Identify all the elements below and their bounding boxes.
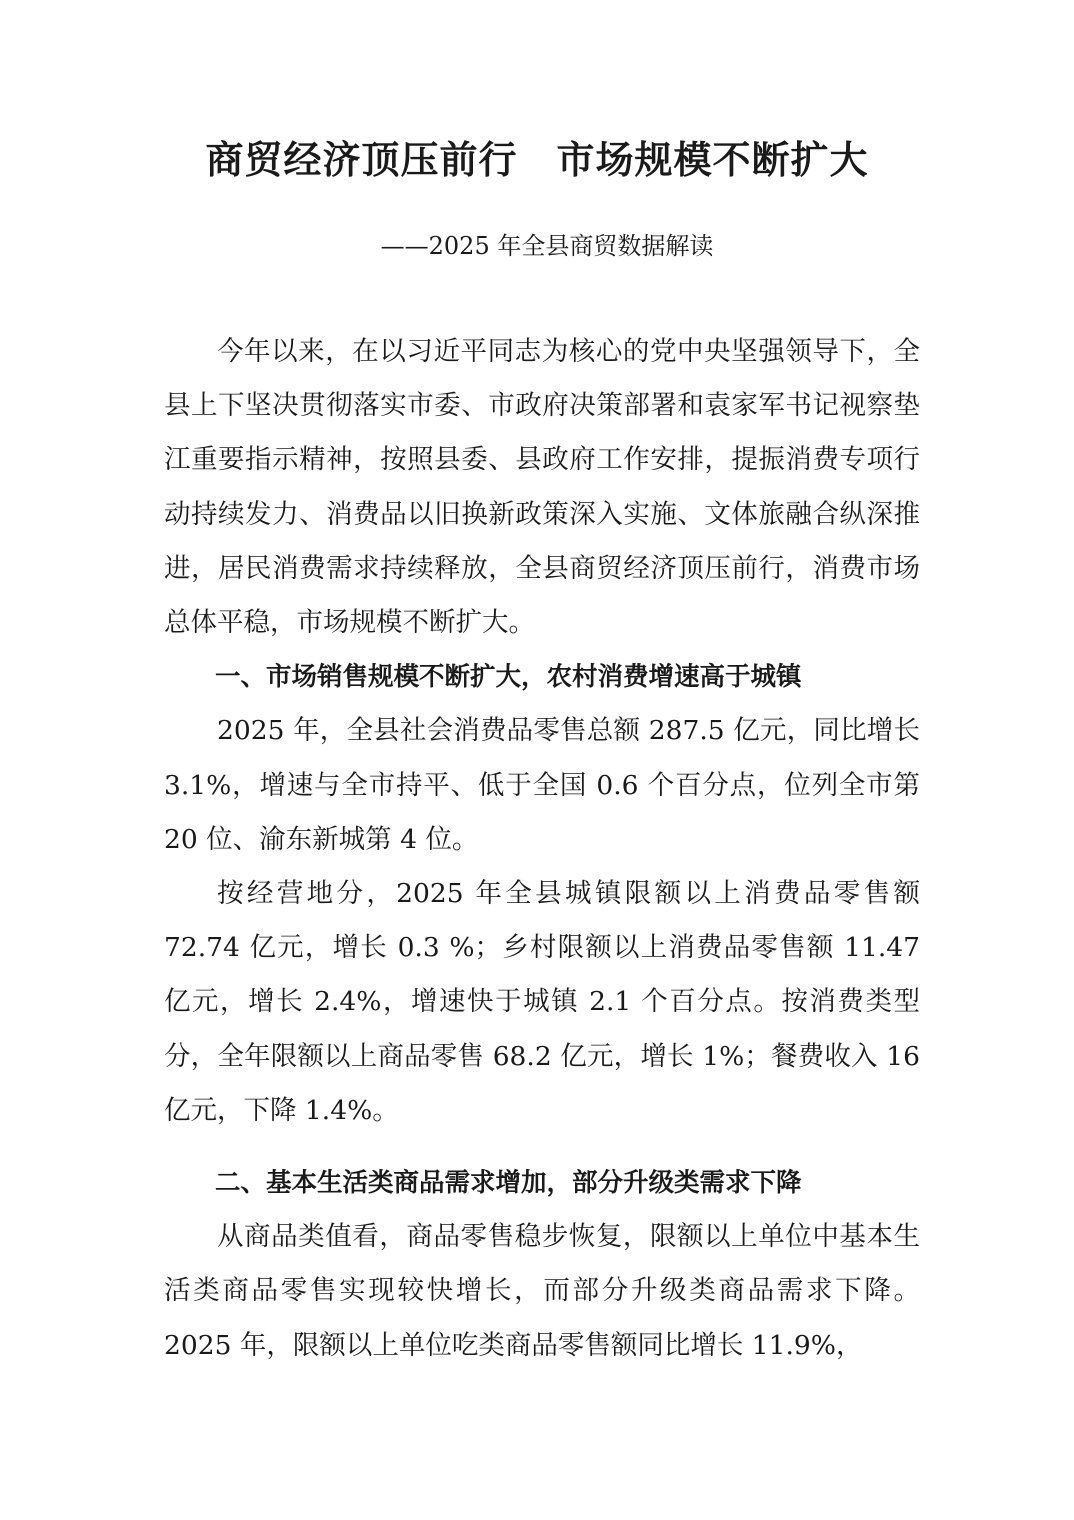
- document-title: 商贸经济顶压前行 市场规模不断扩大: [205, 137, 869, 182]
- document-subtitle: ——2025 年全县商贸数据解读: [380, 232, 714, 260]
- intro-paragraph: 今年以来，在以习近平同志为核心的党中央坚强领导下，全县上下坚决贯彻落实市委、市政府决策部署和袁家军书记视察垫江重要指示精神，按照县委、县政府工作安排，提振消费专项行动持续发力、消费品以旧换新政策深入实施、文体旅融合纵深推进，居民消费需求持续释放，全县商贸经济顶压前行，消费市场总体平稳，市场规模不断扩大。: [164, 336, 920, 639]
- document-body: [164, 325, 920, 1373]
- section-heading-1: 一、市场销售规模不断扩大，农村消费增速高于城镇: [215, 662, 802, 693]
- section-1-paragraph-1: 2025 年，全县社会消费品零售总额 287.5 亿元，同比增长 3.1%，增速与全市持平、低于全国 0.6 个百分点，位列全市第 20 位、渝东新城第 4 位。: [164, 715, 920, 855]
- section-2-paragraph-1: 从商品类值看，商品零售稳步恢复，限额以上单位中基本生活类商品零售实现较快增长，而部分升级类商品需求下降。2025 年，限额以上单位吃类商品零售额同比增长 11.9%，: [164, 1221, 920, 1361]
- section-1-paragraph-2: 按经营地分，2025 年全县城镇限额以上消费品零售额 72.74 亿元，增长 0.3 %；乡村限额以上消费品零售额 11.47 亿元，增长 2.4%，增速快于城镇 2.1 个百分点。按消费类型分，全年限额以上商品零售 68.2 亿元，增长 1%；餐费收入 16 亿元，下降 1.4%。: [164, 878, 920, 1126]
- section-heading-2: 二、基本生活类商品需求增加，部分升级类需求下降: [215, 1168, 802, 1199]
